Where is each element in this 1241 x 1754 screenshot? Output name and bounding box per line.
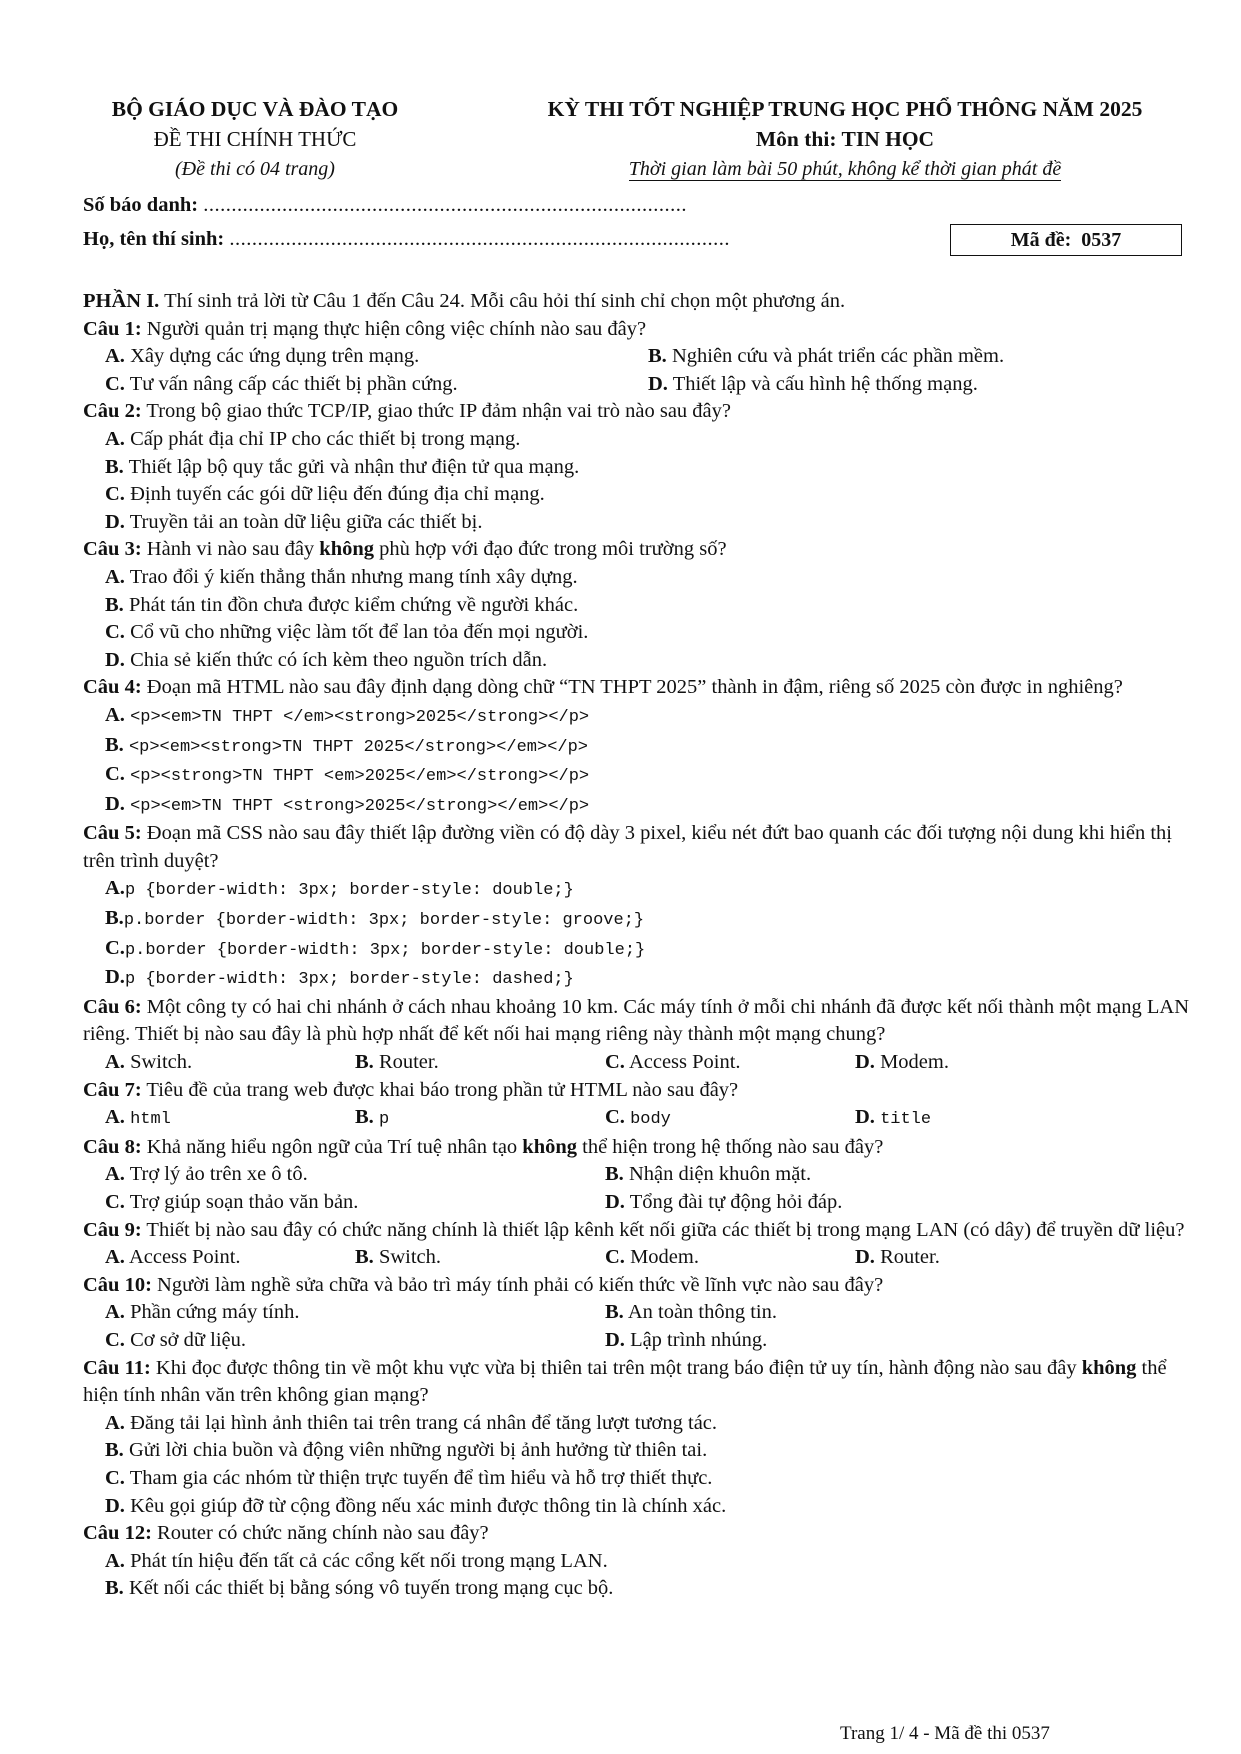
- sbd-label: Số báo danh:: [83, 194, 199, 216]
- question-text: Người làm nghề sửa chữa và bảo trì máy tính phải có kiến thức về lĩnh vực nào sau đây?: [151, 1273, 884, 1296]
- options-row: [83, 1327, 1191, 1355]
- exam-code-label: Mã đề:: [1010, 229, 1072, 251]
- option-d: D. Kêu gọi giúp đỡ từ cộng đồng nếu xác minh được thông tin là chính xác.: [105, 1494, 727, 1517]
- option-b: B. An toàn thông tin.: [605, 1301, 777, 1324]
- question-stem: Câu 8: Khả năng hiểu ngôn ngữ của Trí tuệ nhân tạo không thể hiện trong hệ thống nào sau đây?: [83, 1135, 884, 1158]
- option-a: A. Phát tín hiệu đến tất cả các cổng kết nối trong mạng LAN.: [105, 1549, 608, 1572]
- question-2: [83, 398, 1191, 536]
- question-stem: [83, 674, 1191, 702]
- option-c: C. Trợ giúp soạn thảo văn bản.: [105, 1191, 359, 1213]
- option-d: D. Chia sẻ kiến thức có ích kèm theo nguồn trích dẫn.: [105, 648, 548, 671]
- question-stem: [83, 1520, 1191, 1548]
- option-a: A. Access Point.: [105, 1246, 241, 1269]
- option-d: D. Truyền tải an toàn dữ liệu giữa các thiết bị.: [105, 510, 483, 533]
- options-row: [83, 1244, 1191, 1272]
- header-left: [75, 94, 435, 184]
- question-number: Câu 8:: [83, 1135, 142, 1158]
- page-footer: Trang 1/ 4 - Mã đề thi 0537: [840, 1723, 1050, 1744]
- option-c: C. Tham gia các nhóm từ thiện trực tuyến để tìm hiểu và hỗ trợ thiết thực.: [105, 1466, 713, 1489]
- option-d: D.p {border-width: 3px; border-style: dashed;}: [105, 966, 574, 990]
- question-text: Tiêu đề của trang web được khai báo trong phần tử HTML nào sau đây?: [141, 1078, 739, 1101]
- question-stem: [83, 820, 1191, 875]
- ministry-name: BỘ GIÁO DỤC VÀ ĐÀO TẠO: [111, 97, 399, 121]
- official-label: ĐỀ THI CHÍNH THỨC: [153, 127, 357, 151]
- question-11: [83, 1355, 1191, 1521]
- name-dots: .........................................................................................: [229, 228, 730, 250]
- question-3: [83, 536, 1191, 674]
- question-8: [83, 1134, 1191, 1217]
- option-c: C. Định tuyến các gói dữ liệu đến đúng địa chỉ mạng.: [105, 483, 545, 506]
- option-c: C.p.border {border-width: 3px; border-style: double;}: [105, 936, 646, 960]
- option-a: A. Trao đổi ý kiến thẳng thắn nhưng mang tính xây dựng.: [105, 565, 578, 588]
- option-b: B. <p><em><strong>TN THPT 2025</strong></em></p>: [105, 733, 589, 757]
- emphasis-not: không: [319, 538, 375, 561]
- option-c: C. body: [605, 1106, 671, 1130]
- option-a: A. Cấp phát địa chỉ IP cho các thiết bị trong mạng.: [105, 427, 521, 450]
- question-stem: [83, 398, 1191, 426]
- question-6: [83, 994, 1191, 1077]
- question-text: Đoạn mã HTML nào sau đây định dạng dòng chữ “TN THPT 2025” thành in đậm, riêng số 2025 còn được in nghiêng?: [141, 676, 1123, 699]
- option-b: B. p: [355, 1106, 390, 1130]
- question-number: Câu 2:: [83, 400, 142, 423]
- exam-code-value: 0537: [1081, 229, 1122, 251]
- section-title: PHẦN I.: [83, 290, 160, 312]
- question-number: Câu 4:: [83, 676, 142, 699]
- question-stem: [83, 316, 1191, 344]
- section-text: Thí sinh trả lời từ Câu 1 đến Câu 24. Mỗi câu hỏi thí sinh chỉ chọn một phương án.: [159, 290, 846, 312]
- exam-body: [83, 288, 1191, 1603]
- exam-code-box: [950, 224, 1182, 256]
- options-row: [83, 1299, 1191, 1327]
- question-number: Câu 12:: [83, 1522, 152, 1545]
- question-5: [83, 820, 1191, 994]
- option-a: A. Trợ lý ảo trên xe ô tô.: [105, 1163, 308, 1186]
- option-b: B. Nghiên cứu và phát triển các phần mềm.: [648, 345, 1005, 368]
- option-a: A. Phần cứng máy tính.: [105, 1301, 300, 1324]
- option-a: A. Switch.: [105, 1051, 193, 1074]
- option-a: A. <p><em>TN THPT </em><strong>2025</strong></p>: [105, 703, 590, 727]
- option-d: D. Lập trình nhúng.: [605, 1328, 768, 1351]
- question-text: Một công ty có hai chi nhánh ở cách nhau khoảng 10 km. Các máy tính ở mỗi chi nhánh đã được kết nối thành một mạng LAN riêng. Thiết bị nào sau đây là phù hợp nhất để kết nối hai mạng riêng này thành một mạng chung?: [83, 995, 1190, 1046]
- option-a: A. Đăng tải lại hình ảnh thiên tai trên trang cá nhân để tăng lượt tương tác.: [105, 1411, 718, 1434]
- option-d: D. Tổng đài tự động hỏi đáp.: [605, 1191, 843, 1213]
- option-c: C. Tư vấn nâng cấp các thiết bị phần cứng.: [105, 372, 458, 395]
- option-c: C. Cơ sở dữ liệu.: [105, 1328, 246, 1351]
- question-number: Câu 10:: [83, 1273, 152, 1296]
- option-c: C. Cổ vũ cho những việc làm tốt để lan tỏa đến mọi người.: [105, 621, 589, 644]
- subject: Môn thi: TIN HỌC: [755, 127, 935, 151]
- question-number: Câu 6:: [83, 995, 142, 1018]
- question-stem: [83, 994, 1191, 1049]
- name-field: [83, 224, 730, 254]
- question-12: [83, 1520, 1191, 1603]
- question-number: Câu 7:: [83, 1078, 142, 1101]
- sbd-field: [83, 190, 687, 220]
- question-stem: [83, 1217, 1191, 1245]
- option-b: B. Kết nối các thiết bị bằng sóng vô tuyến trong mạng cục bộ.: [105, 1577, 614, 1600]
- options-row: [83, 1104, 1191, 1134]
- option-d: D. Modem.: [855, 1051, 949, 1074]
- name-label: Họ, tên thí sinh:: [83, 228, 225, 250]
- options-row: [83, 1189, 1191, 1217]
- option-d: D. <p><em>TN THPT <strong>2025</strong></em></p>: [105, 792, 590, 816]
- option-b: B. Router.: [355, 1051, 439, 1074]
- question-number: Câu 5:: [83, 822, 142, 845]
- emphasis-not: không: [1081, 1356, 1137, 1379]
- question-9: [83, 1217, 1191, 1272]
- question-1: [83, 316, 1191, 399]
- question-number: Câu 1:: [83, 317, 142, 340]
- section-heading: [83, 288, 1191, 316]
- options-row: [83, 1161, 1191, 1189]
- option-a: A. html: [105, 1106, 171, 1130]
- question-text: Router có chức năng chính nào sau đây?: [151, 1522, 489, 1545]
- question-stem: Câu 11: Khi đọc được thông tin về một khu vực vừa bị thiên tai trên một trang báo điện tử uy tín, hành động nào sau đây không thể hiện tính nhân văn trên không gian mạng?: [83, 1356, 1167, 1407]
- exam-title: KỲ THI TỐT NGHIỆP TRUNG HỌC PHỔ THÔNG NĂM 2025: [547, 97, 1143, 121]
- question-text: Người quản trị mạng thực hiện công việc chính nào sau đây?: [141, 317, 647, 340]
- option-b: B. Gửi lời chia buồn và động viên những người bị ảnh hưởng từ thiên tai.: [105, 1439, 708, 1462]
- time-note: Thời gian làm bài 50 phút, không kể thời gian phát đề: [628, 158, 1062, 180]
- sbd-dots: ......................................................................................: [203, 194, 687, 216]
- option-b: B. Thiết lập bộ quy tắc gửi và nhận thư điện tử qua mạng.: [105, 455, 580, 478]
- options-row: [83, 343, 1191, 371]
- option-a: A. Xây dựng các ứng dụng trên mạng.: [105, 345, 420, 368]
- emphasis-not: không: [522, 1135, 578, 1158]
- question-text: Trong bộ giao thức TCP/IP, giao thức IP đảm nhận vai trò nào sau đây?: [141, 400, 732, 423]
- option-b: B. Nhận diện khuôn mặt.: [605, 1163, 812, 1186]
- question-stem: [83, 1272, 1191, 1300]
- question-7: [83, 1077, 1191, 1134]
- question-stem: [83, 1077, 1191, 1105]
- option-c: C. Access Point.: [605, 1051, 741, 1074]
- question-10: [83, 1272, 1191, 1355]
- option-d: D. Router.: [855, 1246, 940, 1269]
- pages-note: (Đề thi có 04 trang): [175, 158, 335, 180]
- option-a: A.p {border-width: 3px; border-style: double;}: [105, 877, 574, 901]
- question-4: [83, 674, 1191, 820]
- question-number: Câu 3:: [83, 538, 142, 561]
- option-b: B. Switch.: [355, 1246, 442, 1269]
- question-number: Câu 11:: [83, 1356, 151, 1379]
- option-c: C. Modem.: [605, 1246, 699, 1269]
- option-d: D. title: [855, 1106, 932, 1130]
- option-c: C. <p><strong>TN THPT <em>2025</em></strong></p>: [105, 763, 590, 787]
- question-stem: Câu 3: Hành vi nào sau đây không phù hợp với đạo đức trong môi trường số?: [83, 538, 727, 561]
- header-right: [500, 94, 1190, 184]
- option-d: D. Thiết lập và cấu hình hệ thống mạng.: [648, 372, 978, 395]
- options-row: [83, 371, 1191, 399]
- option-b: B.p.border {border-width: 3px; border-style: groove;}: [105, 907, 645, 931]
- question-text: Thiết bị nào sau đây có chức năng chính là thiết lập kênh kết nối giữa các thiết bị trong mạng LAN (có dây) để truyền dữ liệu?: [141, 1218, 1185, 1241]
- question-number: Câu 9:: [83, 1218, 142, 1241]
- options-row: [83, 1049, 1191, 1077]
- question-text: Đoạn mã CSS nào sau đây thiết lập đường viền có độ dày 3 pixel, kiểu nét đứt bao quanh các đối tượng nội dung khi hiển thị trên trình duyệt?: [83, 822, 1172, 872]
- option-b: B. Phát tán tin đồn chưa được kiểm chứng về người khác.: [105, 593, 579, 616]
